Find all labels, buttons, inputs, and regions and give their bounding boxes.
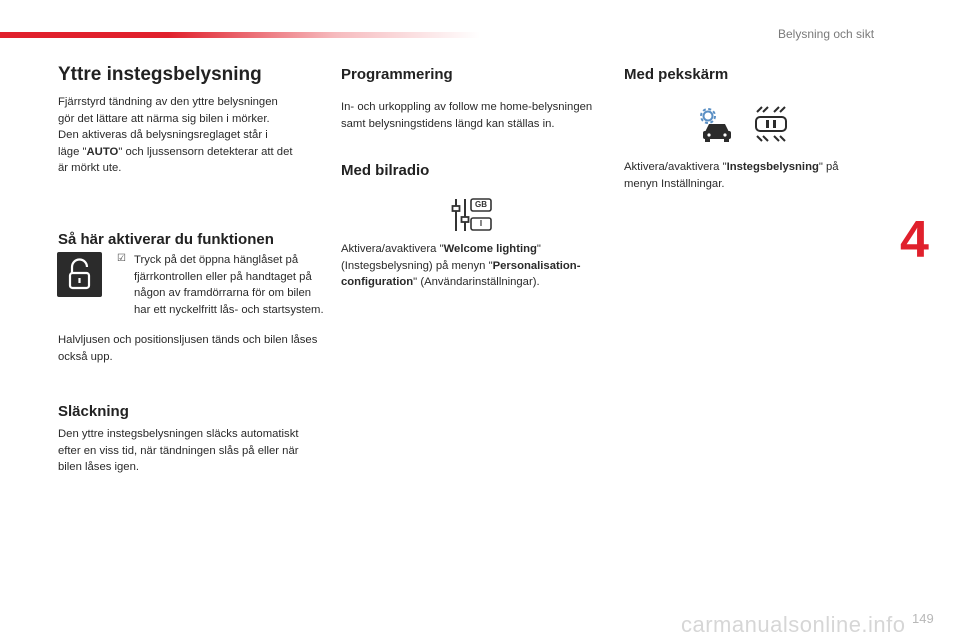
intro-line: gör det lättare att närma sig bilen i mörker.: [58, 112, 270, 125]
intro-line: Fjärrstyrd tändning av den yttre belysningen: [58, 96, 278, 108]
instegsbelysning-label: Instegsbelysning: [726, 161, 819, 173]
personalisation-label: Personalisation-configuration: [341, 259, 581, 288]
chapter-number: 4: [900, 211, 929, 269]
main-title: Yttre instegsbelysning: [58, 64, 262, 85]
checkbox-bullet-icon: ☑: [117, 253, 126, 264]
unlock-padlock-icon: [57, 252, 102, 297]
intro-line: " och ljussensorn detekterar att det: [118, 145, 293, 158]
section-title: Belysning och sikt: [778, 27, 875, 41]
programming-paragraph: In- och urkoppling av follow me home-belysningen samt belysningstidens längd kan ställas in.: [341, 101, 593, 130]
welcome-lighting-label: Welcome lighting: [443, 243, 537, 255]
programming-heading: Programmering: [341, 66, 453, 83]
touch-text: " på menyn Inställningar.: [624, 161, 839, 190]
intro-paragraph: [58, 94, 328, 177]
touchscreen-paragraph: [624, 159, 874, 192]
touch-text: Aktivera/avaktivera ": [624, 161, 727, 173]
car-radio-paragraph: [341, 241, 581, 291]
watermark: carmanualsonline.info: [681, 612, 906, 637]
bullet-text: Tryck på det öppna hänglåset på fjärrkontrollen eller på handtaget på någon av framdörrarna för om bilen har ett nyckelfritt lås- och startsystem.: [134, 254, 324, 316]
switch-off-heading: Släckning: [58, 403, 129, 420]
intro-line: är mörkt ute.: [58, 162, 122, 174]
header-accent-bar: [0, 32, 480, 38]
intro-line: läge ": [58, 145, 87, 158]
radio-settings-icon: [451, 196, 496, 234]
result-paragraph: Halvljusen och positionsljusen tänds och bilen låses också upp.: [58, 334, 318, 363]
touchscreen-heading: Med pekskärm: [624, 66, 729, 83]
car-radio-heading: Med bilradio: [341, 162, 430, 179]
radio-icon-label-i: I: [479, 219, 483, 228]
welcome-lighting-icon: [753, 106, 789, 142]
page-number: 149: [912, 611, 934, 626]
intro-line: Den aktiveras då belysningsreglaget står i: [58, 129, 268, 141]
switch-off-paragraph: Den yttre instegsbelysningen släcks automatiskt efter en viss tid, när tändningen slås på eller när bilen låses igen.: [58, 428, 299, 473]
radio-text: " (Användarinställningar).: [413, 276, 540, 288]
radio-text: Aktivera/avaktivera ": [341, 243, 444, 255]
radio-icon-label-gb: GB: [475, 200, 487, 209]
activate-heading: Så här aktiverar du funktionen: [58, 231, 274, 248]
car-settings-icon: [699, 106, 735, 144]
radio-text: " (Instegsbelysning) på menyn ": [341, 243, 541, 272]
auto-label: AUTO: [86, 145, 119, 158]
